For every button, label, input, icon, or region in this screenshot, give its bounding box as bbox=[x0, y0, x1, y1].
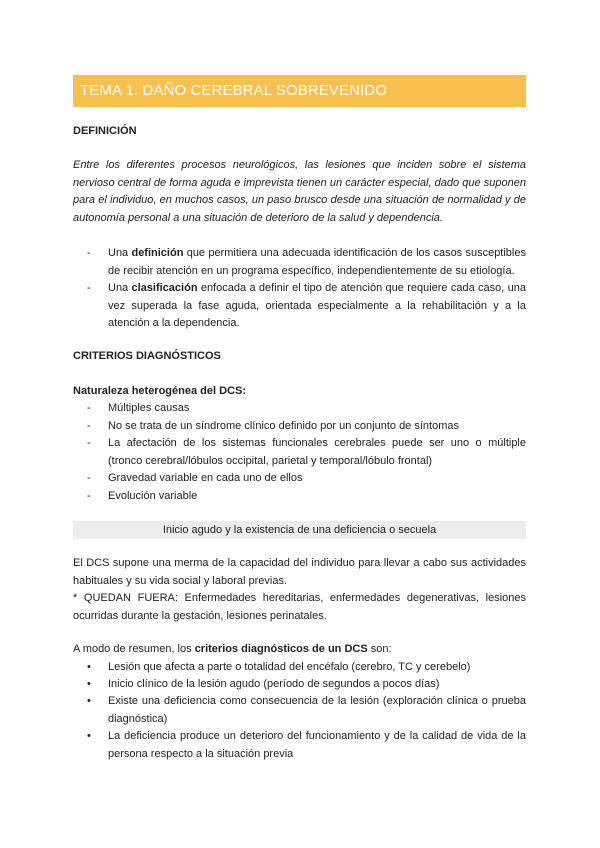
definicion-intro: Entre los diferentes procesos neurológicos, las lesiones que inciden sobre el sistema nervioso central de forma aguda e imprevista tienen un carácter especial, dado que suponen para el individuo, en muchos casos, un paso brusco desde una situación de normalidad y de autonomía personal a una situación de deterioro de la salud y dependencia. bbox=[73, 159, 526, 224]
dcs-paragraph: El DCS supone una merma de la capacidad del individuo para llevar a cabo sus actividades habituales y su vida social y laboral previas. bbox=[73, 557, 526, 587]
bullet-marker: • bbox=[87, 695, 91, 707]
summary-intro: A modo de resumen, los criterios diagnósticos de un DCS son: bbox=[73, 643, 392, 655]
exclusion-note: * QUEDAN FUERA: Enfermedades hereditarias, enfermedades degenerativas, lesiones ocurridas durante la gestación, lesiones perinatales. bbox=[73, 592, 526, 622]
list-item: - Múltiples causas bbox=[88, 400, 526, 418]
list-item: - Una clasificación enfocada a definir el tipo de atención que requiere cada caso, una vez superada la fase aguda, orientada especialmente a la rehabilitación y a la atención a la dependencia. bbox=[87, 282, 526, 329]
list-item: • Lesión que afecta a parte o totalidad del encéfalo (cerebro, TC y cerebelo) bbox=[88, 659, 526, 677]
list-item: - La afectación de los sistemas funcionales cerebrales puede ser uno o múltiple (tronco cerebral/lóbulos occipital, parietal y temporal/lóbulo frontal) bbox=[87, 437, 526, 467]
list-item: • Inicio clínico de la lesión agudo (período de segundos a pocos días) bbox=[88, 676, 526, 694]
list-item: - Una definición que permitiera una adecuada identificación de los casos susceptibles de recibir atención en un programa específico, independientemente de su etiología. bbox=[87, 247, 526, 277]
term-definicion: definición bbox=[131, 247, 184, 259]
list-item: - Gravedad variable en cada uno de ellos bbox=[88, 470, 526, 488]
list-item: - No se trata de un síndrome clínico definido por un conjunto de síntomas bbox=[88, 418, 526, 436]
summary-term: criterios diagnósticos de un DCS bbox=[194, 643, 368, 655]
dash-marker: - bbox=[87, 437, 91, 449]
highlight-box: Inicio agudo y la existencia de una deficiencia o secuela bbox=[73, 521, 526, 539]
dash-marker: - bbox=[87, 247, 91, 259]
dash-marker: - bbox=[87, 490, 91, 502]
section-heading-definicion: DEFINICIÓN bbox=[73, 125, 137, 137]
list-item: • Existe una deficiencia como consecuencia de la lesión (exploración clínica o prueba diagnóstica) bbox=[87, 695, 526, 725]
bullet-marker: • bbox=[87, 661, 91, 673]
list-item: - Evolución variable bbox=[88, 488, 526, 506]
dash-marker: - bbox=[87, 472, 91, 484]
page-title: TEMA 1. DAÑO CEREBRAL SOBREVENIDO bbox=[80, 82, 387, 99]
dash-marker: - bbox=[87, 420, 91, 432]
section-heading-criterios: CRITERIOS DIAGNÓSTICOS bbox=[73, 350, 221, 362]
dash-marker: - bbox=[87, 282, 91, 294]
bullet-marker: • bbox=[87, 678, 91, 690]
term-clasificacion: clasificación bbox=[131, 282, 198, 294]
title-banner bbox=[73, 75, 526, 107]
dash-marker: - bbox=[87, 402, 91, 414]
subheading-naturaleza: Naturaleza heterogénea del DCS: bbox=[73, 385, 246, 397]
list-item: • La deficiencia produce un deterioro del funcionamiento y de la calidad de vida de la persona respecto a la situación previa bbox=[87, 730, 526, 760]
bullet-marker: • bbox=[87, 730, 91, 742]
